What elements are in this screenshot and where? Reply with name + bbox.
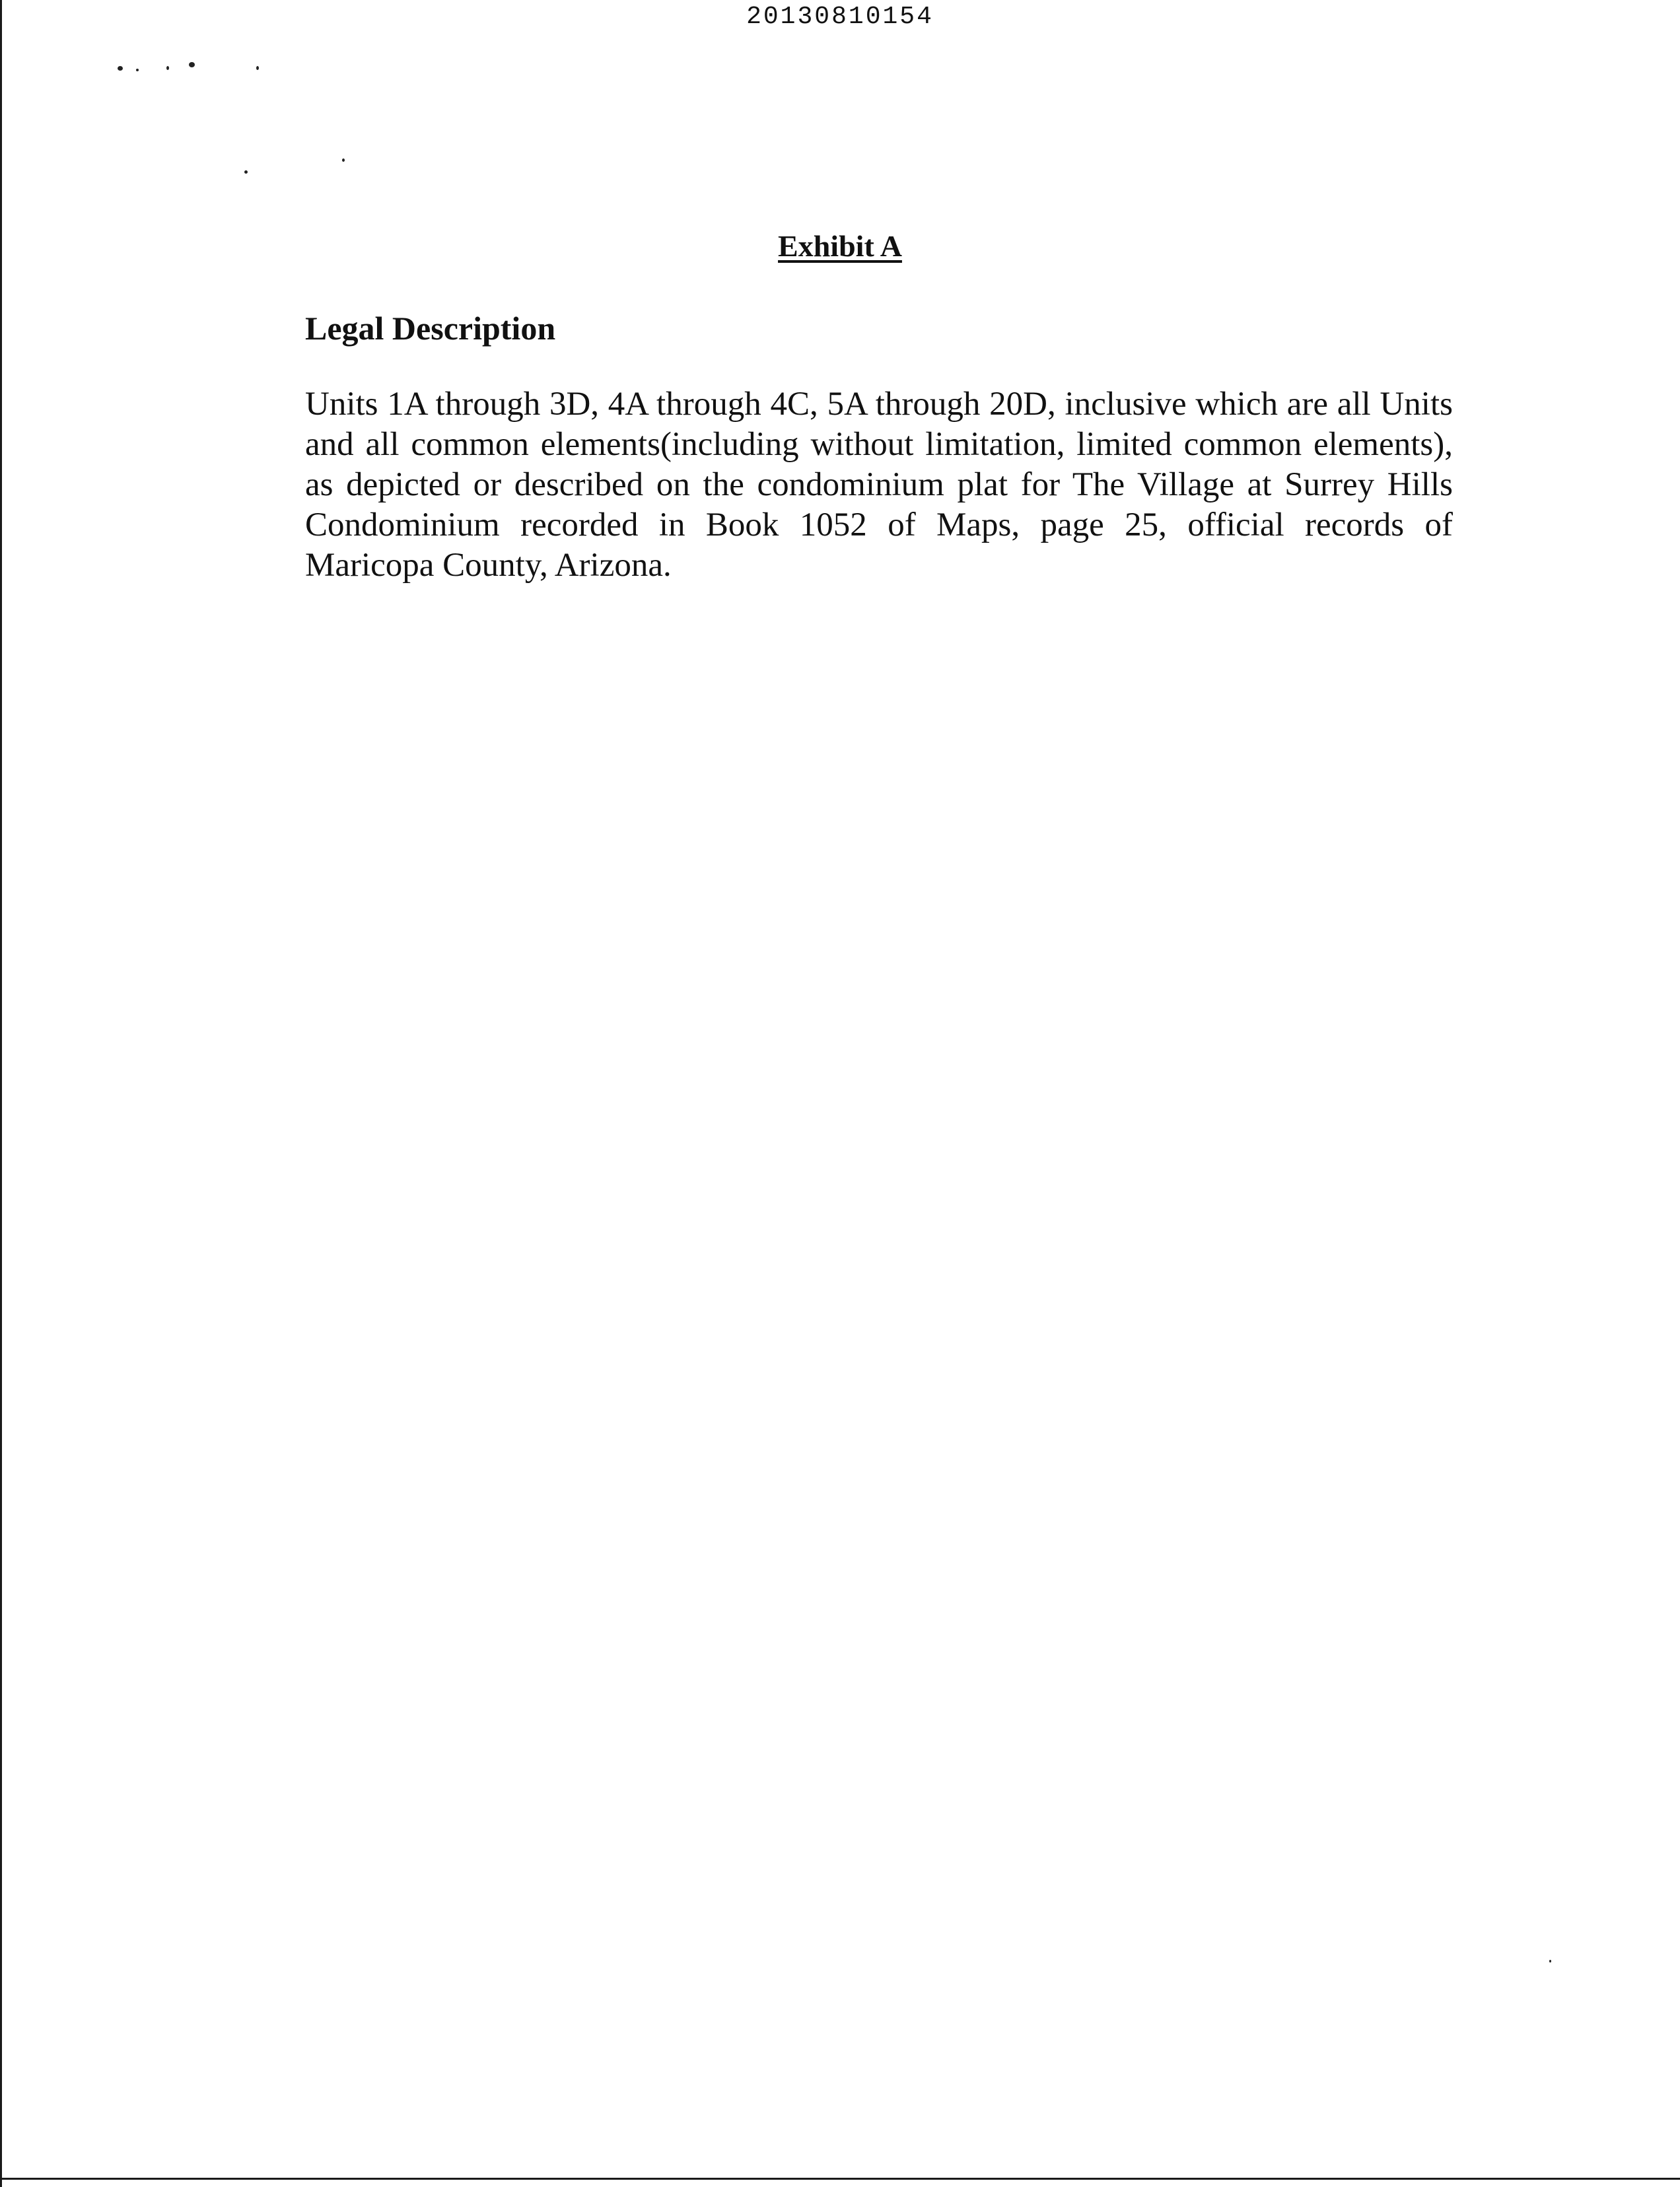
section-heading: Legal Description (305, 310, 556, 347)
document-number: 20130810154 (746, 3, 934, 31)
scan-bottom-edge (0, 2178, 1680, 2180)
scan-speck (244, 170, 248, 174)
scan-speck (256, 66, 259, 70)
scan-speck (189, 62, 195, 67)
legal-description-text: Units 1A through 3D, 4A through 4C, 5A through 20D, inclusive which are all Units and all common elements(including without limitation, limited common elements), as depicted or described on the condominium plat for The Village at Surrey Hills Condominium recorded in Book 1052 of Maps, page 25, official records of Maricopa County, Arizona. (305, 386, 1453, 584)
scan-speck (342, 158, 345, 162)
exhibit-title: Exhibit A (778, 229, 902, 263)
scan-speck (1549, 1960, 1551, 1962)
scan-left-edge (0, 0, 2, 2187)
scan-speck (136, 69, 139, 71)
scan-speck (118, 66, 123, 71)
scan-speck (166, 66, 169, 70)
